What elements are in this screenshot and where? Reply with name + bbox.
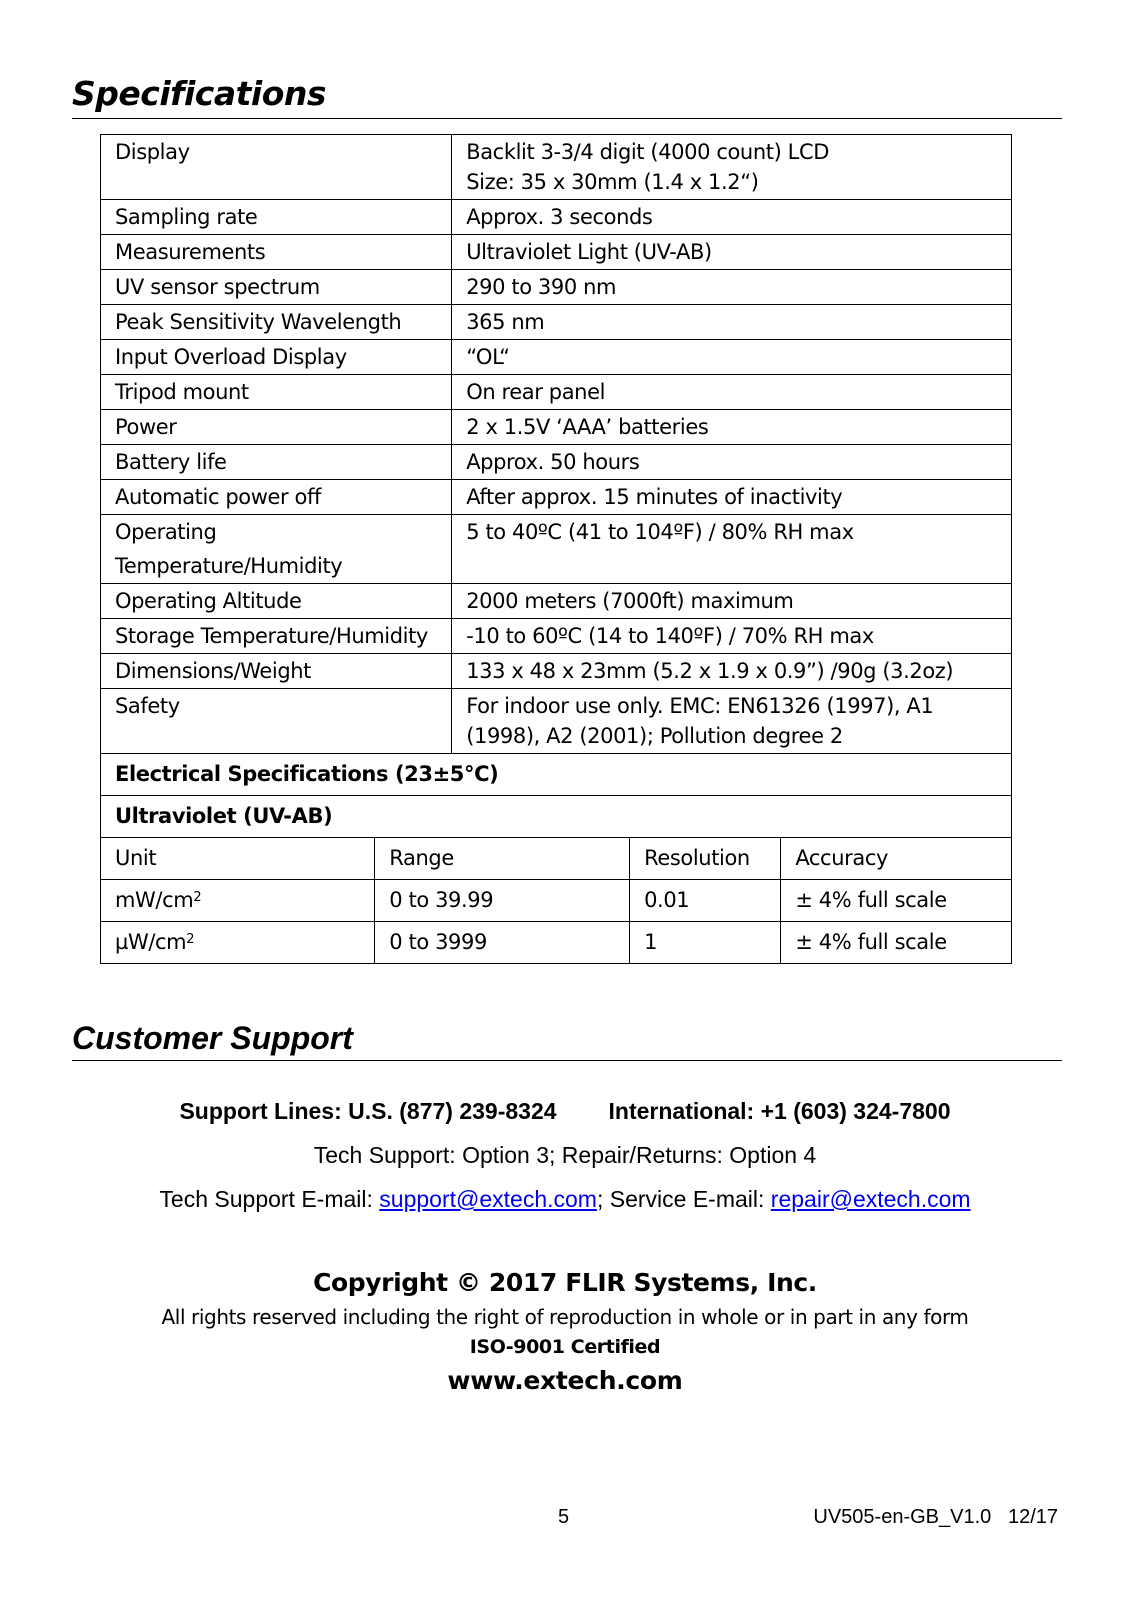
spec-label: Operating Temperature/Humidity [101, 515, 452, 584]
email-middle: ; Service E-mail: [596, 1186, 771, 1212]
spec-label: Power [101, 410, 452, 445]
customer-support-heading: Customer Support [72, 1020, 353, 1056]
spec-value [452, 689, 1012, 754]
electrical-heading-row [101, 754, 1012, 796]
copyright: Copyright © 2017 FLIR Systems, Inc. [313, 1268, 817, 1297]
electrical-row-uw [101, 922, 1012, 964]
electrical-row-mw [101, 880, 1012, 922]
unit-superscript: 2 [193, 890, 202, 905]
support-lines-us: Support Lines: U.S. (877) 239-8324 [179, 1098, 557, 1124]
spec-value-line: Size: 35 x 30mm (1.4 x 1.2“) [466, 170, 759, 194]
spec-value: Approx. 50 hours [452, 445, 1012, 480]
unit-cell [101, 922, 375, 964]
page-number: 5 [558, 1506, 570, 1528]
email-prefix: Tech Support E-mail: [159, 1186, 380, 1212]
spec-row-uv-sensor-spectrum [101, 270, 1012, 305]
spec-label: Storage Temperature/Humidity [101, 619, 452, 654]
website: www.extech.com [447, 1366, 683, 1395]
spec-value: On rear panel [452, 375, 1012, 410]
spec-row-operating-altitude [101, 584, 1012, 619]
spec-label: Safety [101, 689, 452, 754]
spec-row-sampling-rate [101, 200, 1012, 235]
spec-value [452, 135, 1012, 200]
spec-value: 290 to 390 nm [452, 270, 1012, 305]
spec-row-operating-temp [101, 515, 1012, 584]
resolution-cell: 0.01 [630, 880, 781, 922]
column-header-resolution: Resolution [630, 838, 781, 880]
spec-value: 2 x 1.5V ‘AAA’ batteries [452, 410, 1012, 445]
spec-label: Peak Sensitivity Wavelength [101, 305, 452, 340]
column-header-range: Range [375, 838, 630, 880]
resolution-cell: 1 [630, 922, 781, 964]
specifications-table [100, 134, 1012, 964]
range-cell: 0 to 3999 [375, 922, 630, 964]
tech-support-email-link[interactable]: support@extech.com [379, 1186, 597, 1212]
spec-value: 133 x 48 x 23mm (5.2 x 1.9 x 0.9”) /90g (3.2oz) [452, 654, 1012, 689]
specifications-heading: Specifications [72, 74, 327, 113]
range-cell: 0 to 39.99 [375, 880, 630, 922]
spec-label: Dimensions/Weight [101, 654, 452, 689]
support-lines [0, 1098, 1130, 1125]
iso-certification: ISO-9001 Certified [469, 1336, 661, 1358]
spec-row-safety [101, 689, 1012, 754]
unit-cell [101, 880, 375, 922]
spec-label: Measurements [101, 235, 452, 270]
email-line [0, 1186, 1130, 1213]
column-header-accuracy: Accuracy [781, 838, 1012, 880]
customer-support-rule [72, 1060, 1062, 1061]
rights-statement: All rights reserved including the right of reproduction in whole or in part in any form [161, 1305, 969, 1329]
spec-value-line: (1998), A2 (2001); Pollution degree 2 [466, 724, 843, 748]
unit-text: mW/cm [115, 888, 194, 912]
spec-row-power [101, 410, 1012, 445]
spec-row-storage-temp [101, 619, 1012, 654]
spec-value: 5 to 40ºC (41 to 104ºF) / 80% RH max [452, 515, 1012, 584]
spec-value: After approx. 15 minutes of inactivity [452, 480, 1012, 515]
column-header-unit: Unit [101, 838, 375, 880]
spec-row-dimensions [101, 654, 1012, 689]
spec-label: Operating Altitude [101, 584, 452, 619]
spec-value: Approx. 3 seconds [452, 200, 1012, 235]
spec-label: UV sensor spectrum [101, 270, 452, 305]
unit-superscript: 2 [186, 932, 195, 947]
support-lines-international: International: +1 (603) 324-7800 [608, 1098, 951, 1124]
specifications-rule [72, 118, 1062, 119]
spec-value-line: Backlit 3-3/4 digit (4000 count) LCD [466, 140, 829, 164]
spec-value: “OL“ [452, 340, 1012, 375]
spec-row-tripod-mount [101, 375, 1012, 410]
spec-label: Tripod mount [101, 375, 452, 410]
uv-heading-row [101, 796, 1012, 838]
document-id: UV505-en-GB_V1.0 12/17 [813, 1506, 1058, 1528]
unit-text: µW/cm [115, 930, 187, 954]
service-email-link[interactable]: repair@extech.com [770, 1186, 971, 1212]
tech-support-options: Tech Support: Option 3; Repair/Returns: Option 4 [313, 1142, 817, 1168]
spec-label: Sampling rate [101, 200, 452, 235]
spec-row-input-overload [101, 340, 1012, 375]
electrical-specifications-heading: Electrical Specifications (23±5°C) [101, 754, 1012, 796]
spec-value: 2000 meters (7000ft) maximum [452, 584, 1012, 619]
spec-value: 365 nm [452, 305, 1012, 340]
spec-value: -10 to 60ºC (14 to 140ºF) / 70% RH max [452, 619, 1012, 654]
accuracy-cell: ± 4% full scale [781, 922, 1012, 964]
spec-row-peak-sensitivity [101, 305, 1012, 340]
spec-value-line: For indoor use only. EMC: EN61326 (1997), A1 [466, 694, 934, 718]
spec-row-battery-life [101, 445, 1012, 480]
spec-row-auto-power-off [101, 480, 1012, 515]
spec-label: Automatic power off [101, 480, 452, 515]
spec-label: Battery life [101, 445, 452, 480]
electrical-header-row [101, 838, 1012, 880]
ultraviolet-heading: Ultraviolet (UV-AB) [101, 796, 1012, 838]
spec-value: Ultraviolet Light (UV-AB) [452, 235, 1012, 270]
spec-label: Input Overload Display [101, 340, 452, 375]
spec-label: Display [101, 135, 452, 200]
spec-row-display [101, 135, 1012, 200]
accuracy-cell: ± 4% full scale [781, 880, 1012, 922]
spec-row-measurements [101, 235, 1012, 270]
